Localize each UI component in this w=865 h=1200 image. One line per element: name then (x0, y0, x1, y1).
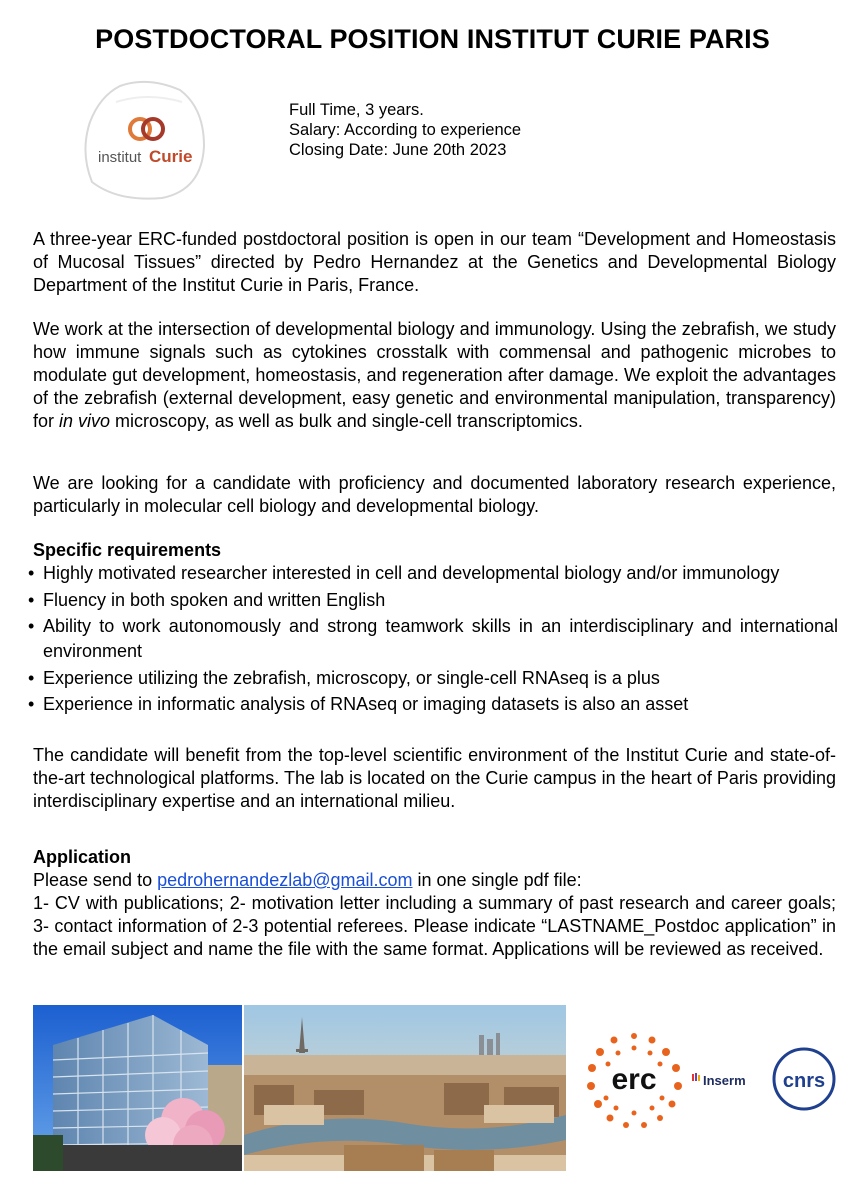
logo-text-curie: Curie (149, 147, 193, 166)
application-heading: Application (33, 847, 131, 867)
application-section (33, 846, 836, 961)
institut-curie-logo (78, 72, 210, 202)
meta-salary: Salary: According to experience (289, 121, 522, 139)
paris-skyline-photo (244, 1005, 566, 1171)
research-text-2: microscopy, as well as bulk and single-cell transcriptomics. (110, 411, 583, 431)
requirements-list (28, 561, 838, 719)
requirement-item: • Ability to work autonomously and strong teamwork skills in an interdisciplinary and international environment (28, 616, 838, 661)
requirements-heading: Specific requirements (33, 540, 222, 560)
environment-paragraph: The candidate will benefit from the top-level scientific environment of the Institut Curie and state-of-the-art technological platforms. The lab is located on the Curie campus in the heart of Paris providing interdisciplinary expertise and an international milieu. (33, 745, 836, 811)
institut-curie-logo-graphic (78, 72, 210, 202)
research-italic: in vivo (59, 411, 111, 431)
bullet-icon: • (28, 589, 35, 610)
requirement-item: • Highly motivated researcher interested in cell and developmental biology and/or immunology (28, 561, 838, 586)
job-meta (289, 100, 521, 160)
intro-paragraph: A three-year ERC-funded postdoctoral position is open in our team “Development and Homeostasis of Mucosal Tissues” directed by Pedro Hernandez at the Genetics and Developmental Biology Department of the Institut Curie in Paris, France. (33, 229, 836, 295)
meta-closing-date: Closing Date: June 20th 2023 (289, 141, 507, 159)
bullet-icon: • (28, 694, 35, 714)
bullet-icon: • (28, 616, 35, 636)
bullet-icon: • (28, 667, 35, 688)
logo-text-institut: institut (98, 149, 142, 166)
bullet-icon: • (28, 563, 35, 583)
cnrs-logo (772, 1037, 836, 1121)
email-link[interactable]: pedrohernandezlab@gmail.com (157, 870, 413, 890)
application-send-line: Please send to pedrohernandezlab@gmail.com in one single pdf file: (33, 870, 582, 890)
research-text-1: We work at the intersection of developmental biology and immunology. Using the zebrafish, we study how immune signals such as cytokines crosstalk with commensal and pathogenic microbes to modulate gut development, homeostasis, and regeneration after damage. We exploit the advantages of the zebrafish (external development, easy genetic and environmental manipulation, transparency) for (33, 319, 836, 431)
page-title: POSTDOCTORAL POSITION INSTITUT CURIE PARIS (95, 24, 770, 54)
curie-building-photo (33, 1005, 242, 1171)
inserm-logo-text: Inserm (703, 1073, 746, 1088)
inserm-logo (691, 1065, 771, 1095)
requirement-item: • Experience utilizing the zebrafish, microscopy, or single-cell RNAseq is a plus (28, 666, 838, 691)
requirement-item: • Fluency in both spoken and written English (28, 588, 838, 613)
cnrs-logo-text: cnrs (782, 1070, 826, 1092)
erc-logo-graphic (582, 1028, 686, 1132)
application-details: 1- CV with publications; 2- motivation letter including a summary of past research and career goals; 3- contact information of 2-3 potential referees. Please indicate “LASTNAME_Postdoc application” in the email subject and name the file with the same format. Applications will be reviewed as received. (33, 893, 836, 959)
meta-employment: Full Time, 3 years. (289, 101, 424, 119)
research-paragraph (33, 318, 836, 433)
erc-logo-text: erc (611, 1063, 657, 1096)
erc-logo (582, 1028, 686, 1132)
requirement-item: • Experience in informatic analysis of RNAseq or imaging datasets is also an asset (28, 692, 838, 717)
candidate-paragraph: We are looking for a candidate with proficiency and documented laboratory research experience, particularly in molecular cell biology and developmental biology. (33, 473, 836, 516)
